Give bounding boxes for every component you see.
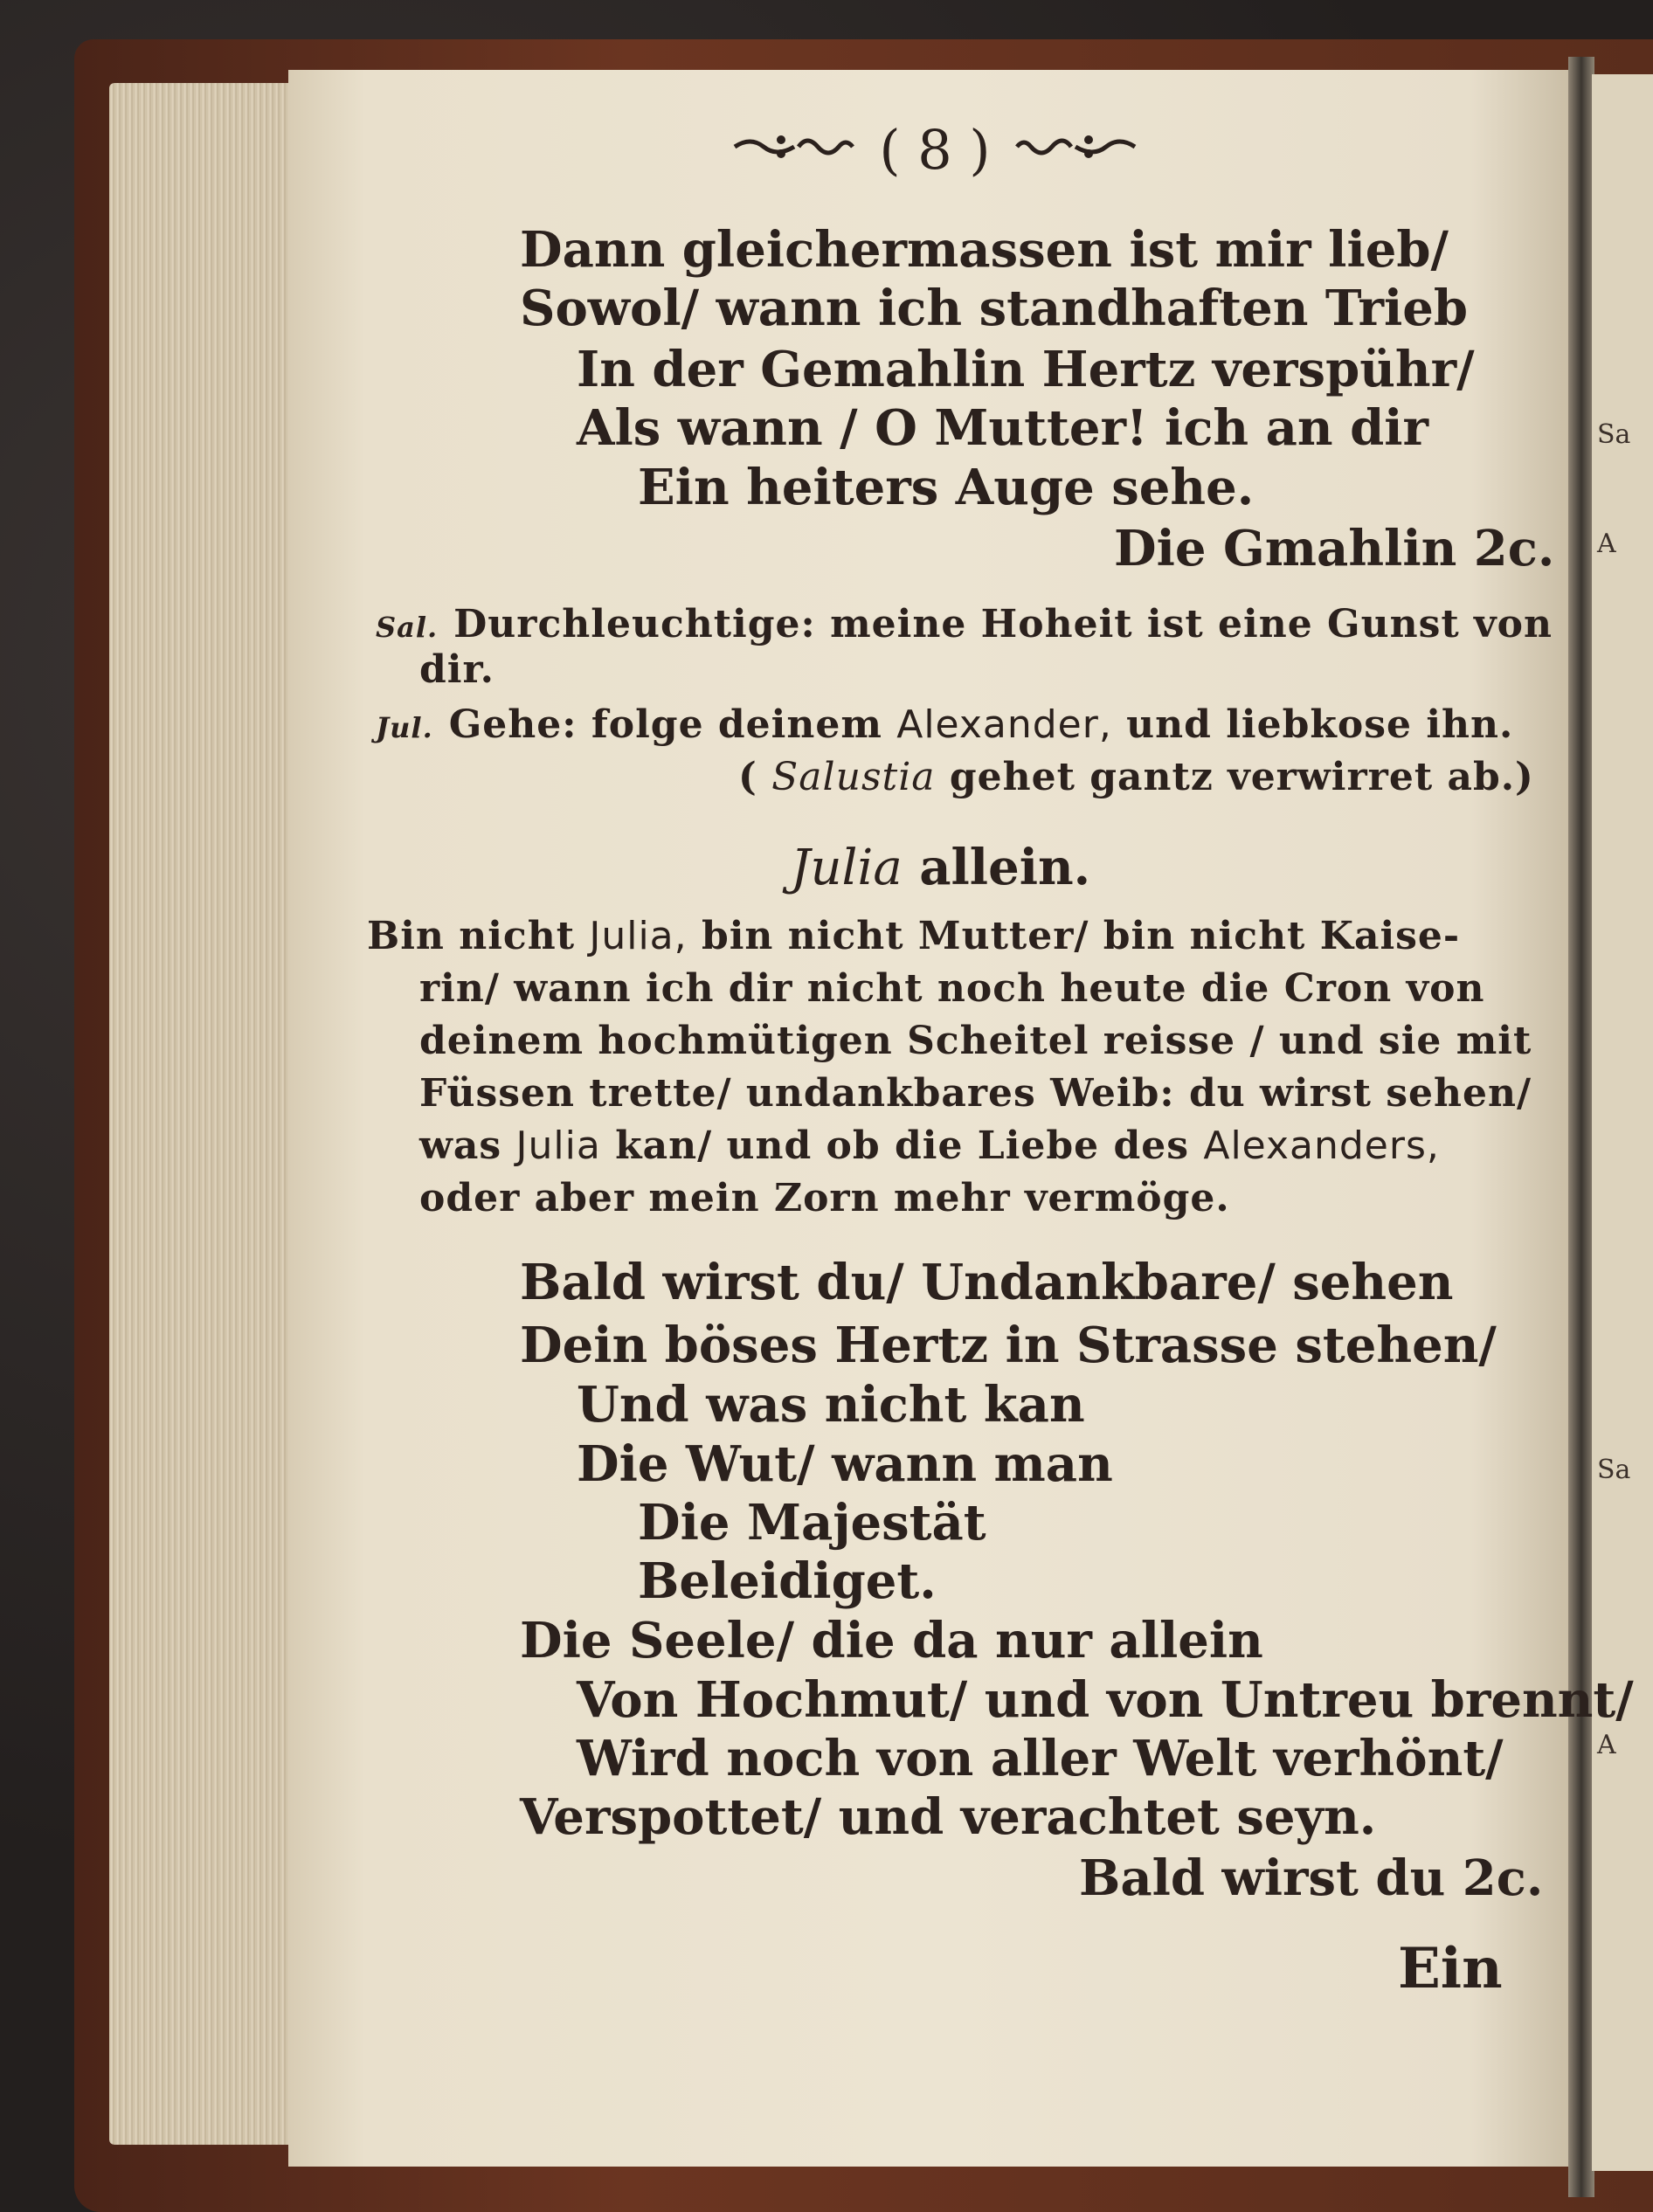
verse-line: Dein böses Hertz in Strasse stehen/ xyxy=(520,1317,1497,1374)
character-name: Alexanders, xyxy=(1203,1123,1440,1168)
dialogue-text: Gehe: folge deinem xyxy=(448,702,882,747)
ornament-right-icon xyxy=(1014,127,1137,174)
verse-line: Verspottet/ und verachtet seyn. xyxy=(520,1788,1377,1846)
facing-page-fragment: Sa xyxy=(1597,419,1631,450)
prose-line: Füssen trette/ undankbares Weib: du wirst sehen/ xyxy=(419,1071,1532,1116)
prose-line: rin/ wann ich dir nicht noch heute die Cron von xyxy=(419,966,1485,1011)
verse-line: Dann gleichermassen ist mir lieb/ xyxy=(520,221,1449,279)
prose-line: deinem hochmütigen Scheitel reisse / und sie mit xyxy=(419,1019,1532,1063)
facing-page-fragment: A xyxy=(1597,1730,1616,1760)
stage-direction: ( Salustia gehet gantz verwirret ab.) xyxy=(738,755,1534,799)
dialogue-line xyxy=(376,702,1514,747)
verse-line: Sowol/ wann ich standhaften Trieb xyxy=(520,280,1469,337)
verse-line: Von Hochmut/ und von Untreu brennt/ xyxy=(577,1671,1634,1729)
book-gutter xyxy=(1568,57,1594,2197)
scene-heading: Julia allein. xyxy=(791,839,1091,896)
prose-line: Bin nicht Julia, bin nicht Mutter/ bin nicht Kaise- xyxy=(367,914,1461,958)
verse-line: Ein heiters Auge sehe. xyxy=(638,459,1255,516)
verse-line: Bald wirst du/ Undankbare/ sehen xyxy=(520,1254,1454,1311)
catchword: Ein xyxy=(1398,1936,1503,2001)
verse-line: Wird noch von aller Welt verhönt/ xyxy=(577,1730,1504,1787)
ornament-left-icon xyxy=(733,127,855,174)
verse-line: Beleidiget. xyxy=(638,1552,937,1610)
dialogue-line: dir. xyxy=(419,647,495,692)
character-name: Julia xyxy=(515,1123,601,1168)
character-name: Julia xyxy=(791,840,903,896)
verse-refrain: Bald wirst du 2c. xyxy=(1079,1849,1544,1907)
speaker-label: Jul. xyxy=(376,711,433,744)
page-number: ( 8 ) xyxy=(879,118,991,182)
dialogue-text: Durchleuchtige: meine Hoheit ist eine Gunst von xyxy=(453,602,1553,646)
page-header xyxy=(708,118,1162,188)
prose-line: was Julia kan/ und ob die Liebe des Alexanders, xyxy=(419,1123,1440,1168)
dialogue-text: und liebkose ihn. xyxy=(1126,702,1514,747)
facing-page-fragment: A xyxy=(1597,529,1616,559)
character-name: Julia, xyxy=(589,914,688,958)
character-name: Alexander, xyxy=(896,702,1112,747)
page-edges xyxy=(109,83,301,2145)
verse-line: Und was nicht kan xyxy=(577,1376,1085,1434)
dialogue-line xyxy=(376,602,1553,646)
verse-line: In der Gemahlin Hertz verspühr/ xyxy=(577,341,1475,398)
speaker-label: Sal. xyxy=(376,611,439,644)
verse-line: Die Majestät xyxy=(638,1494,986,1552)
verse-line: Als wann / O Mutter! ich an dir xyxy=(577,399,1429,457)
facing-page-fragment: Sa xyxy=(1597,1455,1631,1485)
verse-line: Die Wut/ wann man xyxy=(577,1435,1113,1493)
verse-line: Die Seele/ die da nur allein xyxy=(520,1612,1263,1669)
verse-refrain: Die Gmahlin 2c. xyxy=(1114,520,1555,577)
character-name: Salustia xyxy=(771,755,936,799)
facing-page-edge xyxy=(1592,74,1653,2171)
prose-line: oder aber mein Zorn mehr vermöge. xyxy=(419,1176,1230,1220)
